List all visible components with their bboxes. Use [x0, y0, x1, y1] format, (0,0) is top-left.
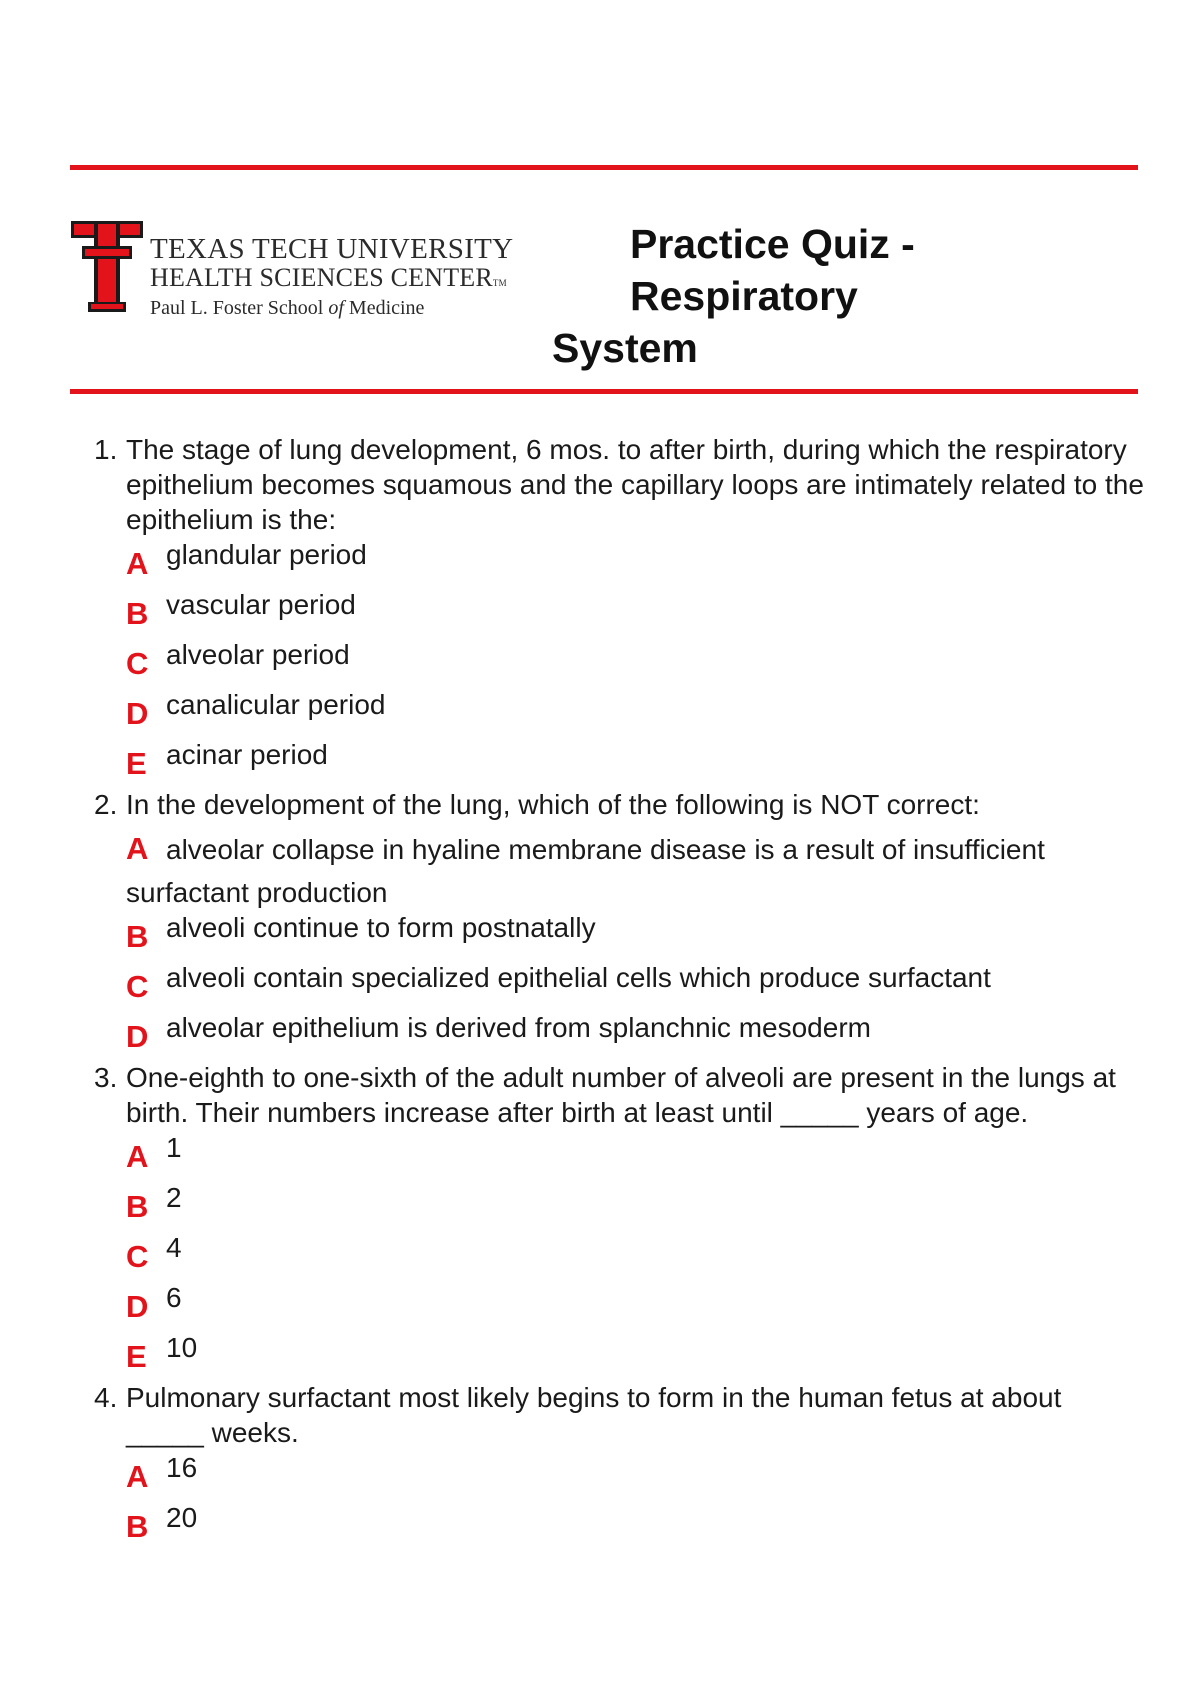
answer-option-a — [126, 537, 1144, 587]
logo-university-name: TEXAS TECH UNIVERSITY — [150, 233, 514, 265]
ttuhsc-logo — [70, 220, 550, 319]
answer-option-b — [126, 910, 1144, 960]
answer-option-c — [126, 960, 1144, 1010]
option-letter: A — [126, 1459, 149, 1494]
page-title-line1: Practice Quiz - Respiratory — [630, 221, 915, 319]
question-text: Pulmonary surfactant most likely begins to form in the human fetus at about _____ weeks. — [126, 1382, 1062, 1448]
question-number: 4. — [94, 1382, 118, 1413]
logo-school-of: of — [328, 297, 344, 319]
answer-option-c — [126, 1230, 1144, 1280]
logo-school-part2: Medicine — [343, 297, 425, 319]
answer-option-b — [126, 1180, 1144, 1230]
question-3 — [94, 1060, 1144, 1380]
question-stem — [94, 1060, 1144, 1130]
option-text: alveolar collapse in hyaline membrane disease is a result of insufficient — [166, 834, 1045, 865]
logo-center-text: HEALTH SCIENCES CENTER — [150, 263, 493, 292]
option-letter: A — [126, 546, 149, 581]
double-t-logo-icon — [70, 220, 144, 314]
question-1 — [94, 432, 1144, 787]
page-header — [70, 220, 1138, 371]
answer-option-b — [126, 587, 1144, 637]
logo-school-part1: Paul L. Foster School — [150, 297, 329, 319]
question-stem — [94, 787, 1144, 822]
option-text-continuation: surfactant production — [126, 877, 388, 908]
answer-option-e — [126, 737, 1144, 787]
option-text: 16 — [166, 1452, 198, 1483]
option-letter: C — [126, 969, 149, 1004]
option-text: 10 — [166, 1332, 198, 1363]
question-text: The stage of lung development, 6 mos. to after birth, during which the respiratory epithelium becomes squamous and the capillary loops are intimately related to the epithelium is the: — [126, 434, 1144, 535]
question-stem — [94, 432, 1144, 537]
option-text: alveolar period — [166, 639, 350, 670]
answer-option-c — [126, 637, 1144, 687]
top-divider — [70, 165, 1138, 170]
option-text: 20 — [166, 1502, 198, 1533]
answer-option-e — [126, 1330, 1144, 1380]
logo-school-name — [150, 297, 513, 320]
option-text: alveoli continue to form postnatally — [166, 912, 596, 943]
question-text: One-eighth to one-sixth of the adult number of alveoli are present in the lungs at birth. Their numbers increase after birth at least until _____ years of age. — [126, 1062, 1116, 1128]
option-text: 6 — [166, 1282, 182, 1313]
answer-option-a — [126, 822, 1144, 910]
logo-wordmark — [150, 234, 513, 320]
question-text: In the development of the lung, which of the following is NOT correct: — [126, 789, 980, 820]
question-number: 3. — [94, 1062, 118, 1093]
answer-option-d — [126, 1280, 1144, 1330]
answer-option-a — [126, 1450, 1144, 1500]
option-letter: B — [126, 1189, 149, 1224]
option-letter: E — [126, 1339, 147, 1374]
option-text: 4 — [166, 1232, 182, 1263]
option-text: acinar period — [166, 739, 328, 770]
option-text: alveoli contain specialized epithelial cells which produce surfactant — [166, 962, 991, 993]
question-2 — [94, 787, 1144, 1060]
option-letter: A — [126, 831, 149, 866]
question-stem — [94, 1380, 1144, 1450]
option-text: alveolar epithelium is derived from splanchnic mesoderm — [166, 1012, 871, 1043]
option-letter: D — [126, 696, 149, 731]
trademark-mark: TM — [492, 278, 507, 288]
option-text: vascular period — [166, 589, 356, 620]
option-letter: C — [126, 1239, 149, 1274]
option-letter: A — [126, 1139, 149, 1174]
option-letter: D — [126, 1019, 149, 1054]
option-text: canalicular period — [166, 689, 386, 720]
option-letter: B — [126, 1509, 149, 1544]
header-bottom-divider — [70, 389, 1138, 394]
page-title — [548, 218, 1138, 374]
page-title-line2: System — [552, 325, 698, 371]
option-text: glandular period — [166, 539, 367, 570]
answer-option-a — [126, 1130, 1144, 1180]
question-list — [94, 432, 1144, 1550]
option-text: 2 — [166, 1182, 182, 1213]
answer-option-d — [126, 687, 1144, 737]
question-number: 2. — [94, 789, 118, 820]
option-letter: D — [126, 1289, 149, 1324]
option-letter: E — [126, 746, 147, 781]
answer-option-b — [126, 1500, 1144, 1550]
question-number: 1. — [94, 434, 118, 465]
answer-option-d — [126, 1010, 1144, 1060]
option-letter: B — [126, 919, 149, 954]
question-4 — [94, 1380, 1144, 1550]
option-letter: B — [126, 596, 149, 631]
option-text: 1 — [166, 1132, 182, 1163]
logo-center-name — [150, 264, 513, 297]
option-letter: C — [126, 646, 149, 681]
